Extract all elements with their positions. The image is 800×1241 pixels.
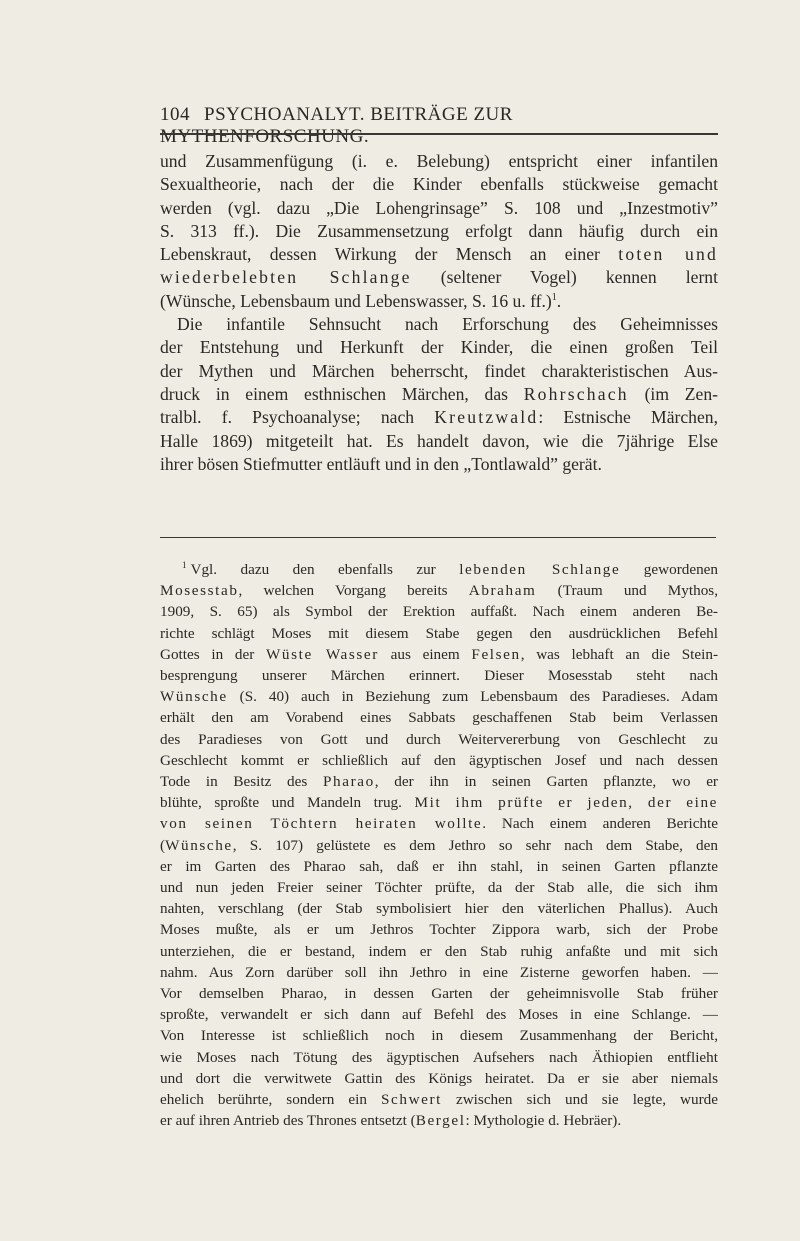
emphasis-run: wiederbelebten Schlange bbox=[160, 267, 412, 288]
footnote-line bbox=[160, 580, 718, 601]
emphasis-run: Bergel bbox=[415, 1112, 466, 1130]
text-run: ( bbox=[160, 836, 166, 854]
footnote-line: Von Interesse ist schließlich noch in diesem Zusammenhang der Bericht, bbox=[160, 1027, 718, 1045]
main-line: ihrer bösen Stiefmutter entläuft und in den „Tontlawald” gerät. bbox=[160, 453, 602, 474]
emphasis-run: Felsen bbox=[471, 645, 521, 663]
header-rule bbox=[160, 133, 718, 135]
footnote-line: nahten, verschlang (der Stab symbolisiert hier den väterlichen Phallus). Auch bbox=[160, 900, 718, 918]
footnote-line bbox=[160, 771, 718, 792]
main-line bbox=[160, 243, 718, 266]
main-line: der Entstehung und Herkunft der Kinder, die einen großen Teil bbox=[160, 337, 718, 358]
main-line: werden (vgl. dazu „Die Lohengrinsage” S. 108 und „Inzestmotiv” bbox=[160, 197, 718, 218]
main-line: Halle 1869) mitgeteilt hat. Es handelt davon, wie die 7jährige Else bbox=[160, 430, 718, 451]
text-run: : Estnische Märchen, bbox=[538, 407, 718, 428]
text-run: blühte, sproßte und Mandeln trug. bbox=[160, 794, 415, 812]
emphasis-run: Kreutzwald bbox=[434, 407, 539, 428]
text-run: er auf ihren Antrieb des Thrones entsetzt ( bbox=[160, 1112, 416, 1130]
footnote-line bbox=[160, 555, 718, 580]
text-run: ehelich berührte, sondern ein bbox=[160, 1091, 381, 1109]
footnote-marker: 1 bbox=[182, 560, 187, 570]
main-line: S. 313 ff.). Die Zusammensetzung erfolgt dann häufig durch ein bbox=[160, 220, 718, 241]
page-number: 104 bbox=[160, 104, 190, 125]
footnote-line: besprengung unserer Märchen erinnert. Dieser Mosesstab steht nach bbox=[160, 667, 718, 685]
main-line bbox=[160, 406, 718, 429]
emphasis-run: Mosesstab bbox=[160, 582, 239, 600]
footnote-line bbox=[160, 813, 718, 834]
footnote-line: Geschlecht kommt er schließlich auf den ägyptischen Josef und nach dessen bbox=[160, 751, 718, 769]
footnote-line: Vor demselben Pharao, in dessen Garten der geheimnisvolle Stab früher bbox=[160, 985, 718, 1003]
footnote-line: sproßte, verwandelt er sich dann auf Befehl des Moses in eine Schlange. — bbox=[160, 1006, 718, 1024]
text-run: (S. 40) auch in Beziehung zum Lebensbaum des Paradieses. Adam bbox=[227, 688, 718, 706]
emphasis-run: Abraham bbox=[468, 582, 537, 600]
emphasis-run: toten und bbox=[618, 244, 718, 265]
emphasis-run: Mit ihm prüfte er jeden, der eine bbox=[414, 794, 718, 812]
footnote-line: unterziehen, die er bestand, indem er den Stab ruhig anfaßte und mit sich bbox=[160, 942, 718, 960]
text-run: druck in einem esthnischen Märchen, das bbox=[160, 383, 524, 404]
footnote-line bbox=[160, 835, 718, 856]
main-line bbox=[160, 383, 718, 406]
footnote-line: erhält den am Vorabend eines Sabbats geschaffenen Stab beim Verlassen bbox=[160, 709, 718, 727]
footnote-line: richte schlägt Moses mit diesem Stabe gegen den ausdrücklichen Befehl bbox=[160, 624, 718, 642]
text-run: , S. 107) gelüstete es dem Jethro so sehr nach dem Stabe, den bbox=[232, 836, 718, 854]
footnote bbox=[160, 555, 718, 1131]
emphasis-run: Wünsche bbox=[165, 836, 233, 854]
text-run: . Nach einem anderen Berichte bbox=[482, 815, 718, 833]
emphasis-run: Schwert bbox=[380, 1091, 442, 1109]
footnote-line: wie Moses nach Tötung des ägyptischen Aufsehers nach Äthiopien entflieht bbox=[160, 1048, 718, 1066]
text-run: (im Zen- bbox=[628, 383, 718, 404]
emphasis-run: von seinen Töchtern heiraten wollte bbox=[160, 815, 483, 833]
text-run: . bbox=[556, 290, 562, 311]
text-run: Tode in Besitz des bbox=[160, 773, 323, 791]
text-run: , der ihn in seinen Garten pflanzte, wo er bbox=[374, 773, 718, 791]
footnote-line bbox=[160, 644, 718, 665]
text-run: , welchen Vorgang bereits bbox=[238, 582, 469, 600]
footnote-line: nahm. Aus Zorn darüber soll ihn Jethro in eine Zisterne geworfen haben. — bbox=[160, 963, 718, 981]
main-line: der Mythen und Märchen beherrscht, findet charakteristischen Aus- bbox=[160, 360, 718, 381]
main-line bbox=[160, 266, 718, 289]
running-header bbox=[160, 104, 716, 148]
footnote-line: er im Garten des Pharao sah, daß er ihn stahl, in seinen Garten pflanzte bbox=[160, 857, 718, 875]
main-line: Sexualtheorie, nach der die Kinder ebenfalls stückweise gemacht bbox=[160, 174, 718, 195]
footnote-line bbox=[160, 686, 718, 707]
text-run: tralbl. f. Psychoanalyse; nach bbox=[160, 407, 435, 428]
text-run: Lebenskraut, dessen Wirkung der Mensch an einer bbox=[160, 244, 619, 265]
main-line: Die infantile Sehnsucht nach Erforschung des Geheimnisses bbox=[177, 314, 718, 335]
main-line: und Zusammenfügung (i. e. Belebung) entspricht einer infantilen bbox=[160, 151, 718, 171]
footnote-line: des Paradieses von Gott und durch Weitervererbung von Geschlecht zu bbox=[160, 730, 718, 748]
text-run: Gottes in der bbox=[160, 645, 266, 663]
text-run: zwischen sich und sie legte, wurde bbox=[441, 1091, 718, 1109]
footnote-line bbox=[160, 792, 718, 813]
footnote-line: und nun jeden Freier seiner Töchter prüfte, da der Stab alle, die sich ihm bbox=[160, 879, 718, 897]
emphasis-run: Rohrschach bbox=[523, 383, 629, 404]
footnote-reference[interactable]: 1 bbox=[551, 291, 557, 303]
emphasis-run: Pharao bbox=[322, 773, 375, 791]
footnote-line: und dort die verwitwete Gattin des Königs heiratet. Da er sie aber niemals bbox=[160, 1069, 718, 1087]
text-run: (seltener Vogel) kennen lernt bbox=[411, 267, 718, 288]
text-run: Vgl. dazu den ebenfalls zur bbox=[190, 561, 460, 578]
text-run: aus einem bbox=[378, 645, 472, 663]
footnote-line bbox=[160, 1089, 718, 1110]
text-run: : Mythologie d. Hebräer). bbox=[465, 1112, 622, 1130]
main-text bbox=[160, 150, 718, 476]
emphasis-run: Wüste Wasser bbox=[266, 645, 379, 663]
footnote-line: 1909, S. 65) als Symbol der Erektion auffaßt. Nach einem anderen Be- bbox=[160, 603, 718, 621]
emphasis-run: lebenden Schlange bbox=[459, 561, 621, 578]
running-title: PSYCHOANALYT. BEITRÄGE ZUR MYTHENFORSCHUNG. bbox=[160, 104, 513, 147]
footnote-line bbox=[160, 1110, 718, 1131]
footnote-rule bbox=[160, 537, 716, 538]
footnote-line: Moses mußte, als er um Jethros Tochter Zippora warb, sich der Probe bbox=[160, 921, 718, 939]
text-run: (Traum und Mythos, bbox=[536, 582, 718, 600]
text-run: (Wünsche, Lebensbaum und Lebenswasser, S. 16 u. ff.) bbox=[160, 290, 552, 311]
main-line bbox=[160, 290, 718, 313]
emphasis-run: Wünsche bbox=[160, 688, 228, 706]
text-run: gewordenen bbox=[620, 561, 719, 578]
text-run: , was lebhaft an die Stein- bbox=[520, 645, 719, 663]
